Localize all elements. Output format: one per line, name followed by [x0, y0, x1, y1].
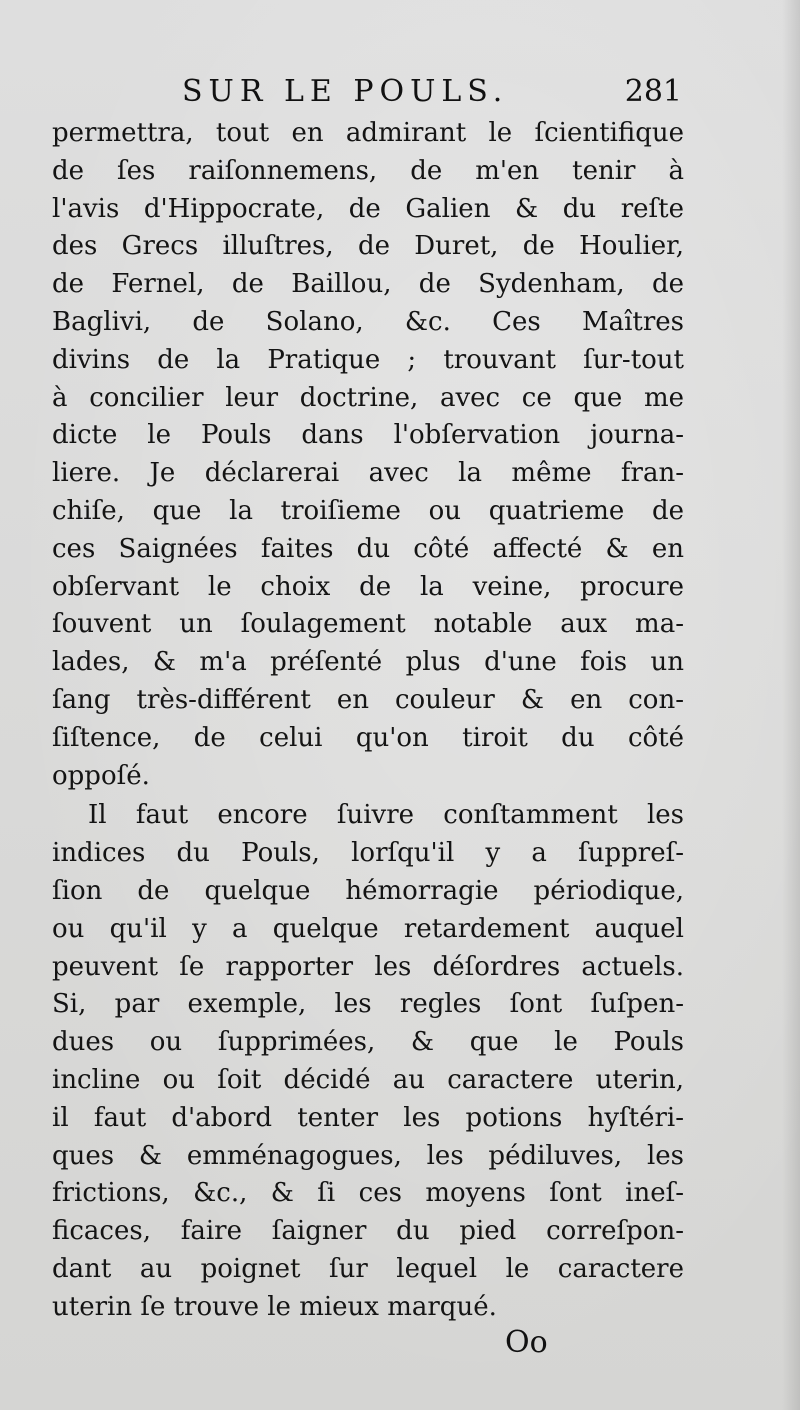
text-line: l'avis d'Hippocrate, de Galien & du reſte: [52, 193, 684, 224]
running-head: [182, 70, 682, 114]
text-line: ſouvent un ſoulagement notable aux ma-: [52, 609, 684, 640]
catchword: Oo: [505, 1325, 548, 1360]
text-line: ou qu'il y a quelque retardement auquel: [52, 913, 684, 944]
text-line: ces Saignées faites du côté affecté & en: [52, 533, 684, 564]
running-title: SUR LE POULS.: [182, 74, 509, 109]
text-line: divins de la Pratique ; trouvant ſur-tout: [52, 344, 684, 375]
paragraph-1: [52, 115, 684, 795]
text-line: ſion de quelque hémorragie périodique,: [52, 875, 684, 906]
text-line: il faut d'abord tenter les potions hyſtéri-: [52, 1102, 684, 1133]
text-line: indices du Pouls, lorſqu'il y a ſuppreſ-: [52, 838, 684, 869]
text-line: oppoſé.: [52, 760, 150, 791]
text-line: peuvent ſe rapporter les déſordres actuels.: [52, 951, 684, 982]
text-line: ficaces, faire ſaigner du pied correſpon-: [52, 1216, 684, 1247]
text-line: lades, & m'a préſenté plus d'une fois un: [52, 647, 684, 678]
text-line: Il faut encore ſuivre conſtamment les: [88, 800, 684, 831]
text-line: liere. Je déclarerai avec la même fran-: [52, 458, 684, 489]
text-line: chiſe, que la troiſieme ou quatrieme de: [52, 495, 684, 526]
page-edge-shadow: [782, 0, 800, 1410]
text-line: frictions, &c., & ſi ces moyens ſont ineſ-: [52, 1178, 684, 1209]
text-line: dues ou ſupprimées, & que le Pouls: [52, 1027, 684, 1058]
text-line: incline ou ſoit décidé au caractere uterin,: [52, 1064, 684, 1095]
text-line: Baglivi, de Solano, &c. Ces Maîtres: [52, 306, 684, 337]
text-line: dicte le Pouls dans l'obſervation journa-: [52, 420, 684, 451]
text-line: ſiſtence, de celui qu'on tiroit du côté: [52, 722, 684, 753]
text-line: de Fernel, de Baillou, de Sydenham, de: [52, 269, 684, 300]
text-line: uterin ſe trouve le mieux marqué.: [52, 1291, 497, 1322]
text-line: de ſes raiſonnemens, de m'en tenir à: [52, 155, 684, 186]
text-line: permettra, tout en admirant le ſcientifique: [52, 118, 684, 148]
text-line: obſervant le choix de la veine, procure: [52, 571, 684, 602]
text-line: des Grecs illuſtres, de Duret, de Houlier,: [52, 231, 684, 262]
body-text: [52, 115, 684, 1327]
paragraph-2: [52, 797, 684, 1326]
text-line: ſang très-différent en couleur & en con-: [52, 684, 684, 715]
text-line: ques & emménagogues, les pédiluves, les: [52, 1140, 684, 1171]
page-number: 281: [624, 74, 682, 109]
text-line: dant au poignet ſur lequel le caractere: [52, 1253, 684, 1284]
text-line: Si, par exemple, les regles ſont ſuſpen-: [52, 989, 684, 1020]
text-line: à concilier leur doctrine, avec ce que me: [52, 382, 684, 413]
